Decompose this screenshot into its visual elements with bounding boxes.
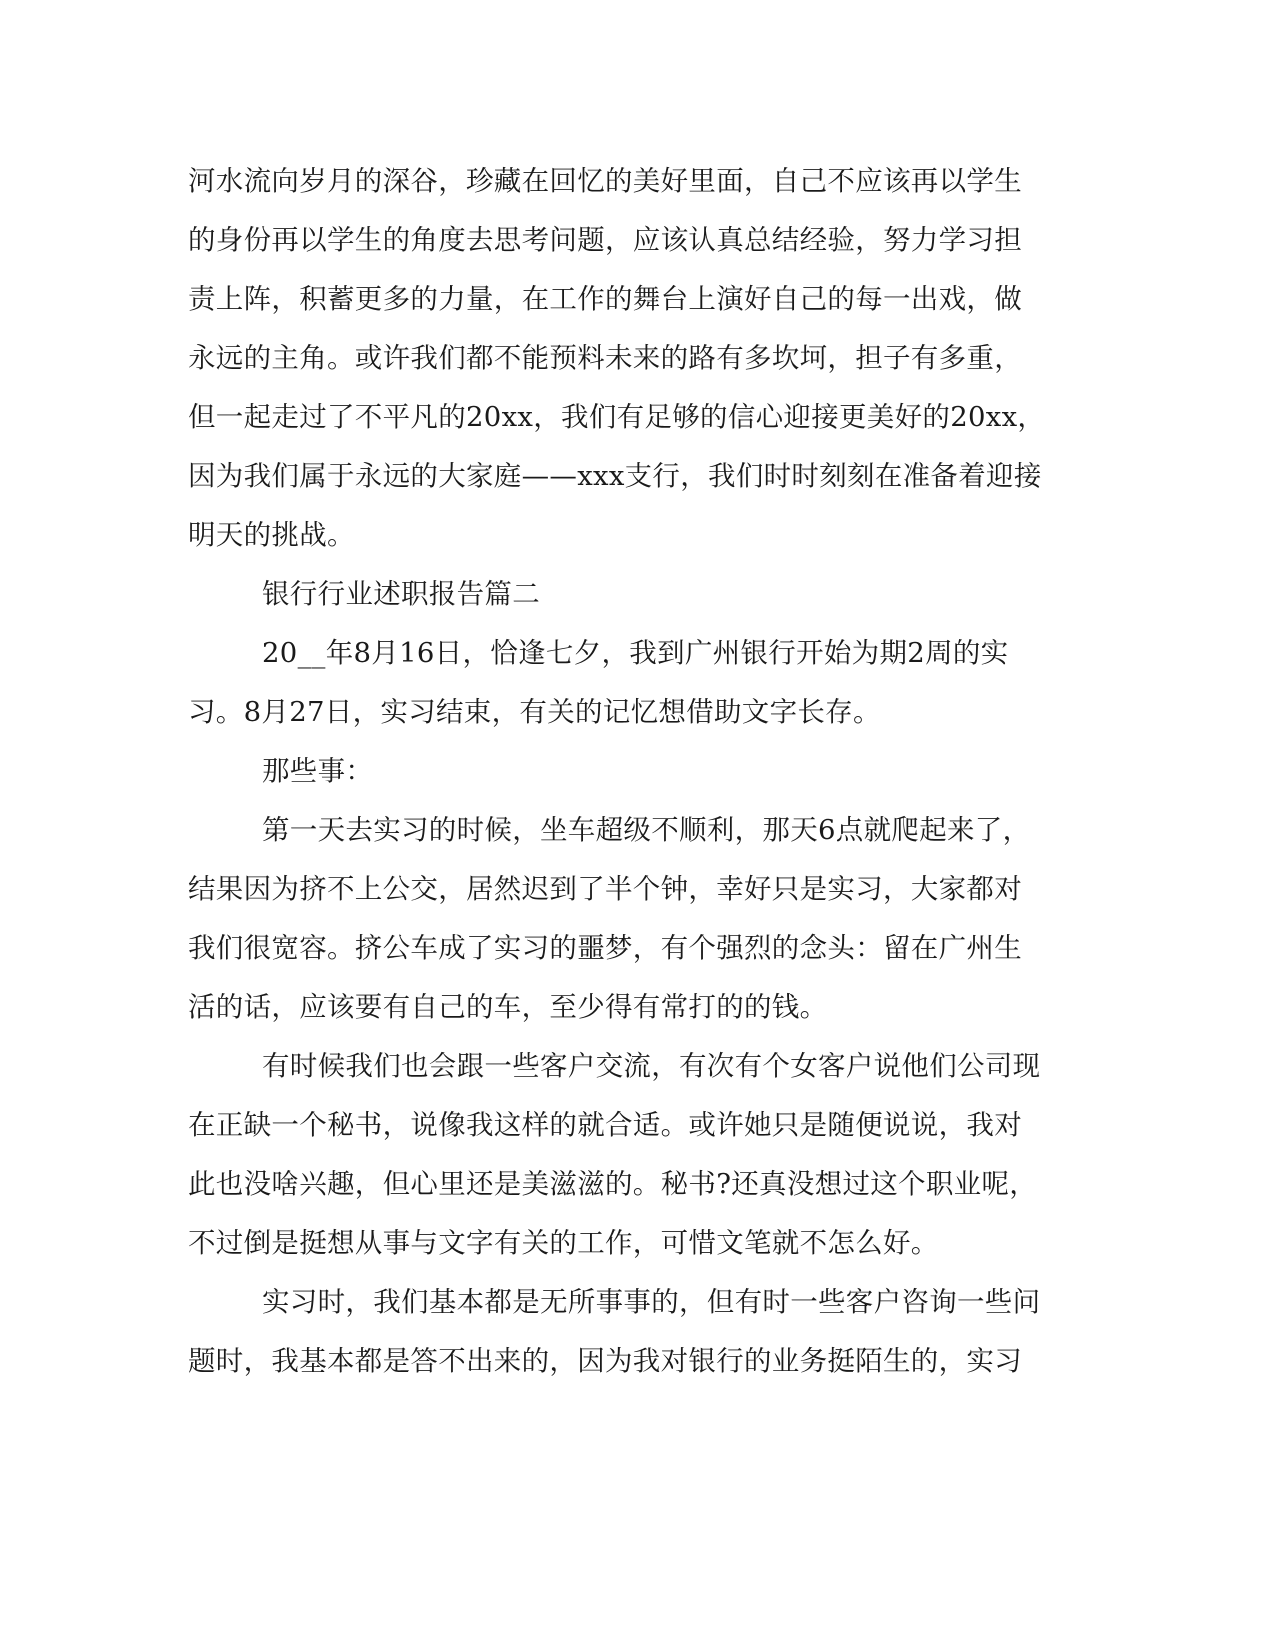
text-line: 在正缺一个秘书，说像我这样的就合适。或许她只是随便说说，我对 [188, 1109, 1022, 1141]
text-line: 但一起走过了不平凡的20xx，我们有足够的信心迎接更美好的20xx， [188, 401, 1046, 433]
subheading: 那些事： [262, 755, 374, 787]
section-heading: 银行行业述职报告篇二 [262, 578, 540, 610]
text-line: 活的话，应该要有自己的车，至少得有常打的的钱。 [188, 991, 828, 1023]
text-line: 题时，我基本都是答不出来的，因为我对银行的业务挺陌生的，实习 [188, 1345, 1022, 1377]
text-line: 因为我们属于永远的大家庭——xxx支行，我们时时刻刻在准备着迎接 [188, 460, 1042, 492]
text-line: 结果因为挤不上公交，居然迟到了半个钟，幸好只是实习，大家都对 [188, 873, 1022, 905]
text-line: 习。8月27日，实习结束，有关的记忆想借助文字长存。 [188, 696, 881, 728]
text-line: 我们很宽容。挤公车成了实习的噩梦，有个强烈的念头：留在广州生 [188, 932, 1022, 964]
text-line: 此也没啥兴趣，但心里还是美滋滋的。秘书?还真没想过这个职业呢， [188, 1168, 1038, 1200]
text-line: 20__年8月16日，恰逢七夕，我到广州银行开始为期2周的实 [262, 637, 1009, 669]
text-line: 河水流向岁月的深谷，珍藏在回忆的美好里面，自己不应该再以学生 [188, 165, 1022, 197]
text-line: 永远的主角。或许我们都不能预料未来的路有多坎坷，担子有多重， [188, 342, 1022, 374]
text-line: 的身份再以学生的角度去思考问题，应该认真总结经验，努力学习担 [188, 224, 1022, 256]
text-line: 不过倒是挺想从事与文字有关的工作，可惜文笔就不怎么好。 [188, 1227, 939, 1259]
text-line: 责上阵，积蓄更多的力量，在工作的舞台上演好自己的每一出戏，做 [188, 283, 1022, 315]
text-line: 明天的挑战。 [188, 519, 355, 551]
text-line: 第一天去实习的时候，坐车超级不顺利，那天6点就爬起来了， [262, 814, 1031, 846]
text-line: 实习时，我们基本都是无所事事的，但有时一些客户咨询一些问 [262, 1286, 1041, 1318]
text-line: 有时候我们也会跟一些客户交流，有次有个女客户说他们公司现 [262, 1050, 1041, 1082]
